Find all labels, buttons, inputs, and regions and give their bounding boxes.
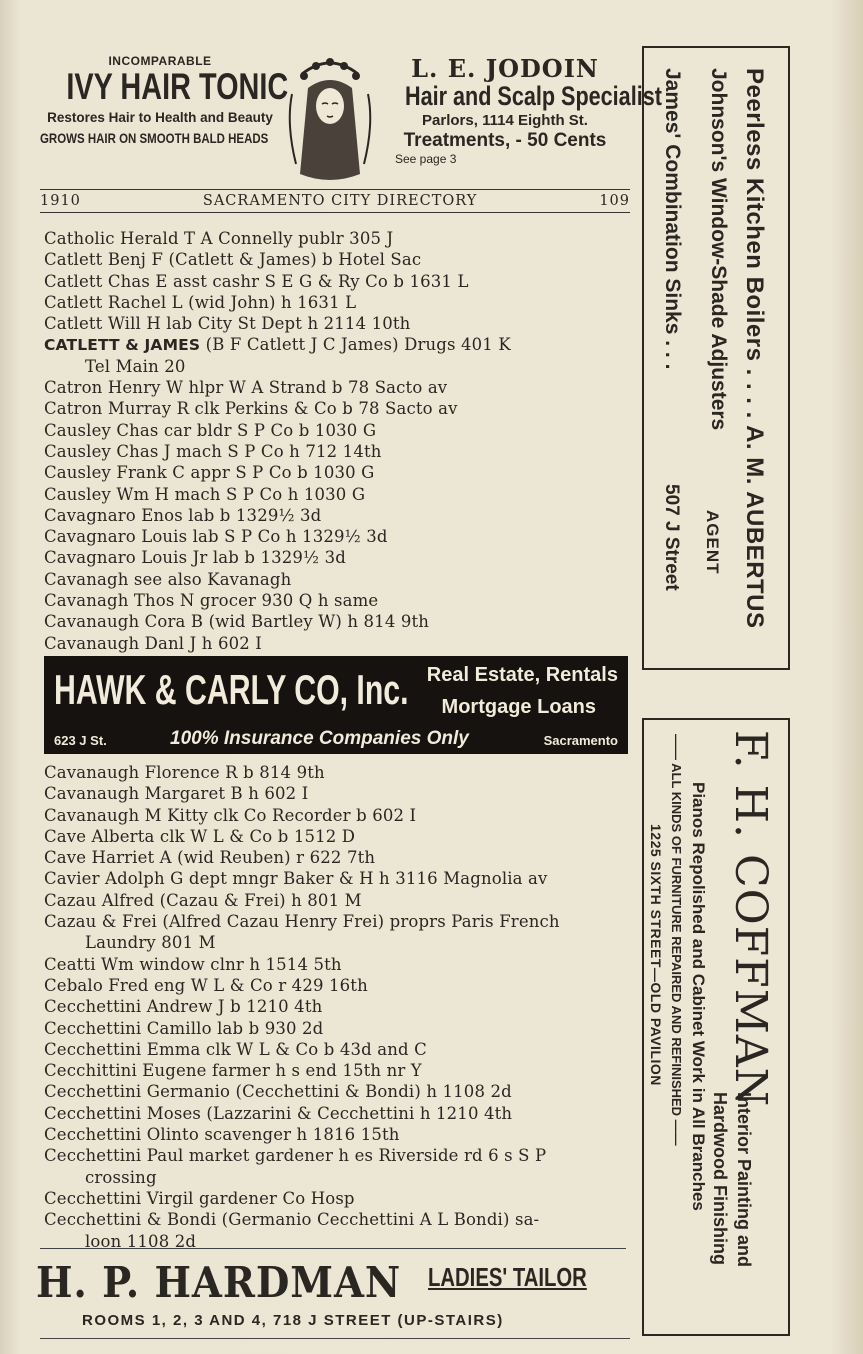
directory-entry: Catron Murray R clk Perkins & Co b 78 Sacto av xyxy=(44,399,458,419)
entry-firm-name: CATLETT & JAMES xyxy=(44,336,201,355)
directory-entry: Ceatti Wm window clnr h 1514 5th xyxy=(44,954,342,974)
directory-entry: Cavanaugh M Kitty clk Co Recorder b 602 I xyxy=(44,805,417,825)
ivy-hair-tonic-ad xyxy=(40,54,289,146)
jodoin-ad xyxy=(380,54,662,166)
directory-entry-continuation: crossing xyxy=(85,1167,157,1187)
directory-entry: Cecchettini Olinto scavenger h 1816 15th xyxy=(44,1125,400,1145)
hawk-ad-mortgage: Mortgage Loans xyxy=(441,696,596,718)
directory-entry: Cazau Alfred (Cazau & Frei) h 801 M xyxy=(44,890,362,910)
ad-jodoin-treatments: Treatments, - 50 Cents xyxy=(403,130,607,151)
directory-entries-top xyxy=(44,228,644,654)
directory-entry: Catron Henry W hlpr W A Strand b 78 Sacto av xyxy=(44,378,448,398)
coffman-side-ad xyxy=(642,718,790,1336)
coffman-furniture: —— ALL KINDS OF FURNITURE REPAIRED AND REFINISHED —— xyxy=(669,734,684,1146)
directory-entry: Catlett Chas E asst cashr S E G & Ry Co b 1631 L xyxy=(44,271,469,291)
hawk-ad-city: Sacramento xyxy=(543,733,618,748)
directory-entry: Cecchettini Paul market gardener h es Riverside rd 6 s S P xyxy=(44,1146,547,1166)
woman-illustration-icon xyxy=(282,54,378,184)
aubertus-agent: AGENT xyxy=(703,510,722,575)
directory-entry-continuation: Laundry 801 M xyxy=(85,933,216,953)
aubertus-line2: Johnson's Window-Shade Adjusters xyxy=(707,68,730,431)
directory-entry: Cecchettini & Bondi (Germanio Cecchettini A L Bondi) sa- xyxy=(44,1210,540,1230)
directory-entry: Cavanaugh Florence R b 814 9th xyxy=(44,763,325,782)
ad-product-name: IVY HAIR TONIC xyxy=(66,66,289,107)
directory-entry: Cecchettini Moses (Lazzarini & Cecchettini h 1210 4th xyxy=(44,1103,513,1123)
directory-entry: Causley Frank C appr S P Co b 1030 G xyxy=(44,463,375,483)
directory-entry: Cecchittini Eugene farmer h s end 15th nr Y xyxy=(44,1061,422,1081)
directory-entry: Cecchettini Andrew J b 1210 4th xyxy=(44,997,323,1017)
coffman-name: F. H. COFFMAN xyxy=(725,730,776,1108)
directory-entry-continuation: Tel Main 20 xyxy=(85,356,186,376)
directory-entry: Cavagnaro Louis Jr lab b 1329½ 3d xyxy=(44,548,346,568)
divider-rule xyxy=(40,1338,630,1339)
running-head xyxy=(40,189,630,213)
directory-entry: Cebalo Fred eng W L & Co r 429 16th xyxy=(44,975,368,995)
directory-entry: Cavanaugh Margaret B h 602 I xyxy=(44,784,309,804)
directory-entry: Cavanagh Thos N grocer 930 Q h same xyxy=(44,591,379,611)
aubertus-street: 507 J Street xyxy=(661,484,682,591)
directory-entry: Cave Alberta clk W L & Co b 1512 D xyxy=(44,826,356,846)
hawk-carly-ad xyxy=(44,656,628,754)
directory-entry: Catlett Rachel L (wid John) h 1631 L xyxy=(44,292,357,312)
ad-jodoin-title: Hair and Scalp Specialist xyxy=(405,81,662,111)
coffman-pianos: Pianos Repolished and Cabinet Work in All Branches xyxy=(689,782,708,1211)
ad-grows-text: GROWS HAIR ON SMOOTH BALD HEADS xyxy=(40,130,269,146)
aubertus-line1: Peerless Kitchen Boilers . . . . A. M. AUBERTUS xyxy=(741,68,768,629)
directory-entry: Catlett Benj F (Catlett & James) b Hotel Sac xyxy=(44,250,422,270)
directory-entries-bottom xyxy=(44,762,644,1252)
directory-entry: Causley Chas car bldr S P Co b 1030 G xyxy=(44,420,377,440)
running-head-title: SACRAMENTO CITY DIRECTORY xyxy=(202,193,478,209)
hawk-ad-name: HAWK & CARLY CO, Inc. xyxy=(54,666,409,713)
hawk-ad-address: 623 J St. xyxy=(54,733,107,748)
directory-entry: Cecchettini Emma clk W L & Co b 43d and C xyxy=(44,1039,427,1059)
ad-incomparable: INCOMPARABLE xyxy=(108,54,212,68)
hawk-ad-insurance: 100% Insurance Companies Only xyxy=(170,728,469,749)
entry-text: (B F Catlett J C James) Drugs 401 K xyxy=(200,335,511,355)
ad-jodoin-name: L. E. JODOIN xyxy=(411,54,599,83)
ad-restores-text: Restores Hair to Health and Beauty xyxy=(47,110,273,125)
directory-entry: Cecchettini Germanio (Cecchettini & Bondi) h 1108 2d xyxy=(44,1082,512,1102)
divider-rule xyxy=(40,1248,626,1249)
hardman-ad-trade: LADIES' TAILOR xyxy=(428,1262,587,1292)
directory-entry: Cazau & Frei (Alfred Cazau Henry Frei) proprs Paris French xyxy=(44,912,560,932)
directory-entry: Catholic Herald T A Connelly publr 305 J xyxy=(44,229,394,248)
directory-entry: Cavagnaro Louis lab S P Co h 1329½ 3d xyxy=(44,527,388,547)
directory-entry: Causley Wm H mach S P Co h 1030 G xyxy=(44,484,366,504)
directory-entry-continuation: loon 1108 2d xyxy=(85,1231,197,1251)
directory-entry: Cecchettini Virgil gardener Co Hosp xyxy=(44,1188,355,1208)
hardman-ad-rooms: ROOMS 1, 2, 3 AND 4, 718 J STREET (UP-STAIRS) xyxy=(82,1312,504,1329)
ad-jodoin-see-page: See page 3 xyxy=(395,152,457,166)
coffman-hardwood: Hardwood Finishing xyxy=(710,1092,730,1265)
directory-entry: Catlett Will H lab City St Dept h 2114 10th xyxy=(44,314,411,334)
hawk-ad-real-estate: Real Estate, Rentals xyxy=(426,664,618,686)
directory-entry: Cavanaugh Danl J h 602 I xyxy=(44,633,262,653)
directory-entry: Cavanaugh Cora B (wid Bartley W) h 814 9th xyxy=(44,612,430,632)
running-head-year: 1910 xyxy=(40,193,81,209)
coffman-address: 1225 SIXTH STREET—OLD PAVILION xyxy=(648,824,664,1086)
ad-jodoin-parlors: Parlors, 1114 Eighth St. xyxy=(422,112,588,129)
aubertus-side-ad xyxy=(642,46,790,670)
coffman-interior: Interior Painting and xyxy=(734,1092,754,1268)
directory-entry: Cavagnaro Enos lab b 1329½ 3d xyxy=(44,505,322,525)
hardman-ad-name: H. P. HARDMAN xyxy=(36,1258,402,1307)
directory-entry: Causley Chas J mach S P Co h 712 14th xyxy=(44,441,382,461)
aubertus-line3: James' Combination Sinks . . . xyxy=(661,68,684,370)
directory-entry xyxy=(44,334,644,355)
running-head-page: 109 xyxy=(599,193,630,209)
directory-entry: Cecchettini Camillo lab b 930 2d xyxy=(44,1018,324,1038)
directory-entry: Cave Harriet A (wid Reuben) r 622 7th xyxy=(44,848,376,868)
directory-entry: Cavier Adolph G dept mngr Baker & H h 3116 Magnolia av xyxy=(44,869,548,889)
directory-entry: Cavanagh see also Kavanagh xyxy=(44,569,292,589)
